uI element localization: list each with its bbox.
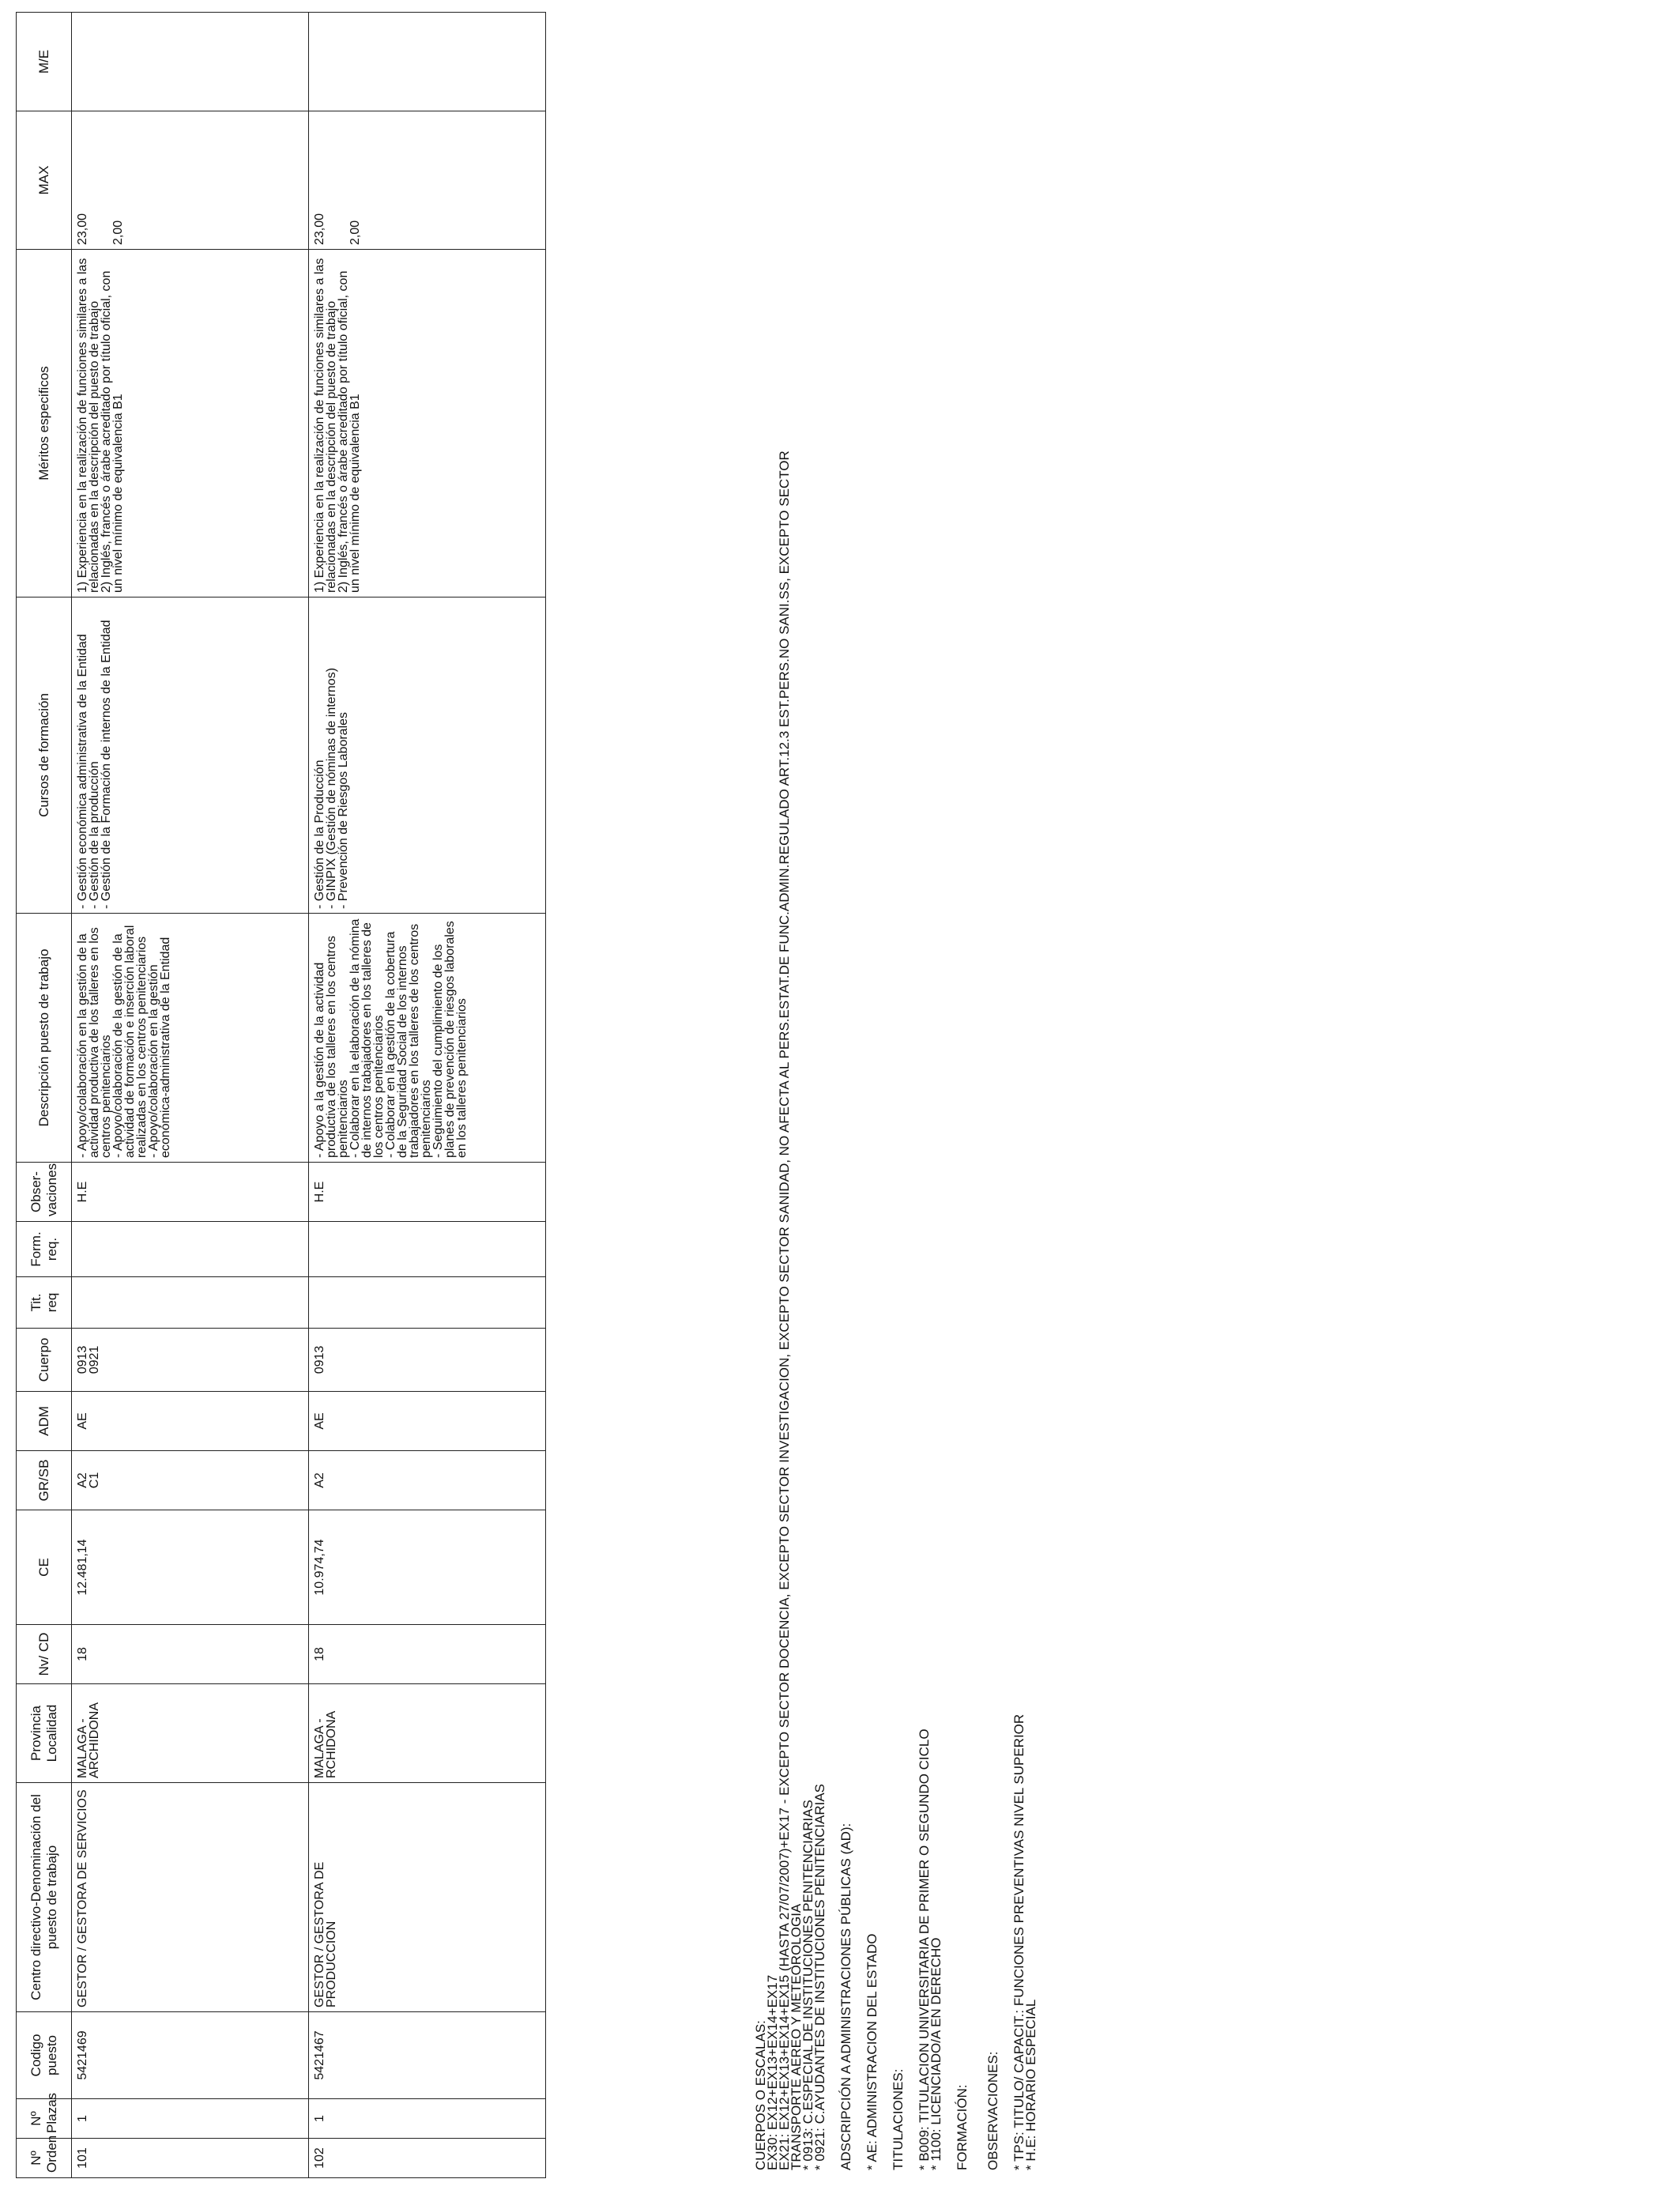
cell-tit — [72, 1277, 309, 1329]
header-meritos: Méritos especificos — [17, 250, 72, 598]
adscripcion-line: * AE: ADMINISTRACION DEL ESTADO — [864, 1933, 880, 2170]
cell-plazas: 1 — [72, 2099, 309, 2139]
cuerpos-title: CUERPOS O ESCALAS: — [753, 2020, 768, 2170]
cell-centro: GESTOR / GESTORA DE SERVICIOS — [72, 1783, 309, 2012]
titulaciones-line: * 1100: LICENCIADO/A EN DERECHO — [929, 1937, 944, 2170]
cell-me — [72, 13, 309, 111]
cell-adm: AE — [72, 1392, 309, 1451]
cell-tit — [309, 1277, 546, 1329]
cuerpos-line: * 0913: C.ESPECIAL DE INSTITUCIONES PENITENCIARIAS — [800, 1800, 816, 2170]
cell-max: 23,00 2,00 — [309, 111, 546, 250]
adscripcion-values — [866, 36, 878, 2170]
cell-form — [72, 1222, 309, 1277]
header-tit: Tit. req — [17, 1277, 72, 1329]
header-codigo: Codigo puesto — [17, 2012, 72, 2099]
cell-codigo: 5421469 — [72, 2012, 309, 2099]
observaciones-line: * TPS: TITULO/ CAPACIT.: FUNCIONES PREVENTIVAS NIVEL SUPERIOR — [1011, 1713, 1026, 2170]
header-plazas: Nº Plazas — [17, 2099, 72, 2139]
notes-section — [755, 36, 1051, 2170]
header-adm: ADM — [17, 1392, 72, 1451]
adscripcion-block — [840, 36, 852, 2170]
formacion-title: FORMACIÓN: — [955, 2084, 970, 2170]
cuerpos-block — [755, 36, 826, 2170]
titulaciones-values — [918, 36, 942, 2170]
formacion-block — [956, 36, 968, 2170]
cell-nivel: 18 — [309, 1625, 546, 1684]
cell-grsb: A2 C1 — [72, 1451, 309, 1510]
cell-nivel: 18 — [72, 1625, 309, 1684]
header-cursos: Cursos de formación — [17, 598, 72, 914]
header-orden: Nº Orden — [17, 2139, 72, 2178]
cell-me — [309, 13, 546, 111]
cell-ce: 10.974,74 — [309, 1510, 546, 1625]
cell-max: 23,00 2,00 — [72, 111, 309, 250]
titulaciones-line: * B009: TITULACION UNIVERSITARIA DE PRIMER O SEGUNDO CICLO — [917, 1728, 932, 2170]
observaciones-values — [1013, 36, 1037, 2170]
observaciones-line: * H.E: HORARIO ESPECIAL — [1023, 1999, 1038, 2170]
cell-meritos: 1) Experiencia en la realización de funciones similares a las relacionadas en la descripción del puesto de trabajo 2) Inglés, francés o árabe acreditado por título oficial, con un nivel mínimo de equivalencia B1 — [72, 250, 309, 598]
cell-adm: AE — [309, 1392, 546, 1451]
cell-plazas: 1 — [309, 2099, 546, 2139]
cell-provincia: MALAGA - ARCHIDONA — [72, 1684, 309, 1783]
cell-descripcion: - Apoyo a la gestión de la actividad productiva de los talleres en los centros penitenciarios - Colaborar en la elaboración de la nómina de internos trabajadores en los talleres de los centros penitenciarios - Colaborar en la gestión de la cobertura de la Seguridad Social de los internos trabajadores en los talleres de los centros penitenciarios - Seguimiento del cumplimiento de los planes de prevención de riesgos laborales en los talleres penitenciarios — [309, 914, 546, 1163]
adscripcion-title: ADSCRIPCIÓN A ADMINISTRACIONES PÚBLICAS (AD): — [838, 1823, 853, 2170]
cell-obs: H.E — [72, 1163, 309, 1222]
cell-codigo: 5421467 — [309, 2012, 546, 2099]
cell-cuerpo: 0913 — [309, 1329, 546, 1392]
header-provincia: Provincia Localidad — [17, 1684, 72, 1783]
titulaciones-title: TITULACIONES: — [891, 2068, 906, 2170]
cell-meritos: 1) Experiencia en la realización de funciones similares a las relacionadas en la descripción del puesto de trabajo 2) Inglés, francés o árabe acreditado por título oficial, con un nivel mínimo de equivalencia B1 — [309, 250, 546, 598]
cuerpos-line: EX21: EX12+EX13+EX14+EX15 (HASTA 27/07/2007)+EX17 - EXCEPTO SECTOR DOCENCIA, EXCEPTO SECTOR INVESTIGACION, EXCEPTO SECTOR SANIDAD, NO AFECTA AL PERS.ESTAT.DE FUNC.ADMIN.REGULADO ART.12.3 EST.PERS.NO SANI.SS, EXCEPTO SECTOR — [777, 450, 792, 2170]
cell-provincia: MALAGA - RCHIDONA — [309, 1684, 546, 1783]
header-ce: CE — [17, 1510, 72, 1625]
header-max: MAX — [17, 111, 72, 250]
header-cuerpo: Cuerpo — [17, 1329, 72, 1392]
cell-cursos: - Gestión económica administrativa de la Entidad - Gestión de la producción - Gestión de la Formación de internos de la Entidad — [72, 598, 309, 914]
table-header-row — [17, 13, 72, 2178]
header-nivel: Nv/ CD — [17, 1625, 72, 1684]
observaciones-block — [987, 36, 999, 2170]
table-row — [309, 13, 546, 2178]
cell-descripcion: - Apoyo/colaboración en la gestión de la actividad productiva de los talleres en los centros penitenciarios - Apoyo/colaboración de la gestión de la actividad de formación e inserción laboral realizadas en los centros penitenciarios - Apoyo/colaboración en la gestión económica-administrativa de la Entidad — [72, 914, 309, 1163]
job-positions-table — [16, 12, 546, 2178]
cell-grsb: A2 — [309, 1451, 546, 1510]
cell-ce: 12.481,14 — [72, 1510, 309, 1625]
cell-orden: 102 — [309, 2139, 546, 2178]
header-grsb: GR/SB — [17, 1451, 72, 1510]
cell-cuerpo: 0913 0921 — [72, 1329, 309, 1392]
header-form: Form. req. — [17, 1222, 72, 1277]
cuerpos-line: * 0921: C.AYUDANTES DE INSTITUCIONES PENITENCIARIAS — [812, 1783, 827, 2170]
cuerpos-line: TRANSPORTE AEREO Y METEOROLOGIA — [789, 1903, 804, 2170]
cell-cursos: - Gestión de la Producción - GINPIX (Gestión de nóminas de internos) - Prevención de Riesgos Laborales — [309, 598, 546, 914]
cell-obs: H.E — [309, 1163, 546, 1222]
header-obs: Obser-vaciones — [17, 1163, 72, 1222]
header-descripcion: Descripción puesto de trabajo — [17, 914, 72, 1163]
header-centro: Centro directivo-Denominación del puesto de trabajo — [17, 1783, 72, 2012]
cell-centro: GESTOR / GESTORA DE PRODUCCION — [309, 1783, 546, 2012]
cuerpos-line: EX30: EX12+EX13+EX14+EX17 — [765, 1974, 780, 2170]
titulaciones-block — [892, 36, 904, 2170]
cell-form — [309, 1222, 546, 1277]
observaciones-title: OBSERVACIONES: — [985, 2051, 1000, 2170]
table-row — [72, 13, 309, 2178]
cell-orden: 101 — [72, 2139, 309, 2178]
header-me: M/E — [17, 13, 72, 111]
